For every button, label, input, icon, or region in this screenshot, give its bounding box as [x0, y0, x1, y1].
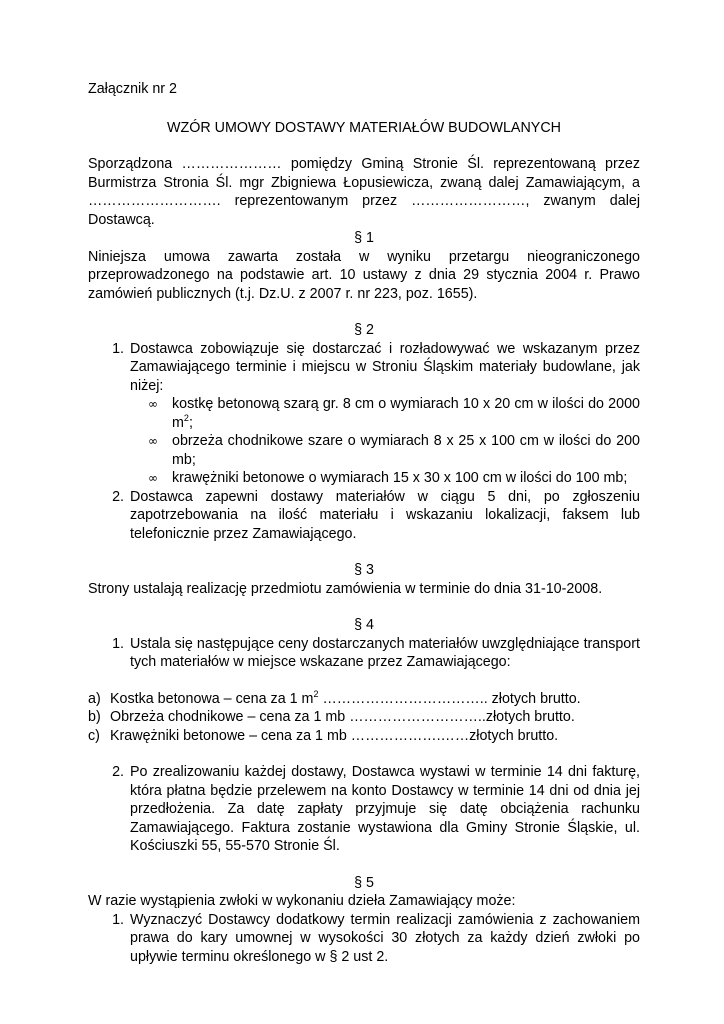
list-text: Ustala się następujące ceny dostarczanych materiałów uwzględniające transport tych materiałów w miejsce wskazane przez Zamawiającego: [130, 635, 640, 670]
intro-paragraph: Sporządzona ………………… pomiędzy Gminą Stronie Śl. reprezentowaną przez Burmistrza Stronia Śl. mgr Zbigniewa Łopusiewicza, zwaną dalej Zamawiającym, a ………………………. reprezentowanym przez ……………………, zwanym dalej Dostawcą. [88, 156, 640, 228]
list-text: Wyznaczyć Dostawcy dodatkowy termin realizacji zamówienia z zachowaniem prawa do kary umownej w wysokości 30 złotych za każdy dzień zwłoki po upływie terminu określonego w § 2 ust 2. [130, 911, 640, 965]
price-text-end: …………………………….. złotych brutto. [318, 690, 581, 707]
price-label: a) [88, 690, 101, 707]
list-number: 1. [112, 340, 124, 357]
price-text: Kostka betonowa – cena za 1 m [110, 690, 314, 707]
price-text: Krawężniki betonowe – cena za 1 mb ……………….……złotych brutto. [110, 727, 559, 744]
list-number: 2. [112, 488, 124, 505]
section-5-heading: § 5 [354, 874, 374, 891]
section-5-item-1 [88, 911, 640, 967]
section-2-item-1 [88, 340, 640, 396]
annex-label: Załącznik nr 2 [88, 81, 177, 97]
bullet-item [148, 469, 640, 488]
section-3-text: Strony ustalają realizację przedmiotu zamówienia w terminie do dnia 31-10-2008. [88, 580, 603, 597]
section-2-heading: § 2 [354, 322, 374, 338]
price-text: Obrzeża chodnikowe – cena za 1 mb ………………………..złotych brutto. [110, 709, 575, 725]
price-label: c) [88, 727, 100, 744]
superscript: 2 [313, 688, 319, 699]
section-5-intro: W razie wystąpienia zwłoki w wykonaniu dzieła Zamawiający może: [88, 893, 516, 909]
price-row-c [88, 727, 640, 746]
section-3-heading: § 3 [354, 562, 374, 578]
section-1-heading: § 1 [354, 230, 374, 246]
section-2-item-2 [88, 488, 640, 544]
list-text: Dostawca zapewni dostawy materiałów w ciągu 5 dni, po zgłoszeniu zapotrzebowania na ilość materiału i wskazaniu lokalizacji, faksem lub telefonicznie przez Zamawiającego. [130, 488, 640, 542]
list-text: Po zrealizowaniu każdej dostawy, Dostawca wystawi w terminie 14 dni fakturę, która płatna będzie przelewem na konto Dostawcy w terminie 14 dni od dnia jej przedłożenia. Za datę zapłaty przyjmuje się datę obciążenia rachunku Zamawiającego. Faktura zostanie wystawiona dla Gminy Stronie Śląskie, ul. Kościuszki 55, 55-570 Stronie Śl. [130, 764, 640, 854]
bullet-item [148, 395, 640, 432]
section-4-item-1 [88, 635, 640, 672]
document-title: WZÓR UMOWY DOSTAWY MATERIAŁÓW BUDOWLANYCH [167, 119, 561, 136]
section-4-item-2 [88, 763, 640, 856]
infinity-bullet-icon: ∞ [148, 434, 158, 448]
infinity-bullet-icon: ∞ [148, 471, 158, 485]
superscript: 2 [183, 412, 189, 423]
bullet-item [148, 432, 640, 469]
section-4-heading: § 4 [354, 617, 374, 633]
list-number: 1. [112, 635, 124, 652]
bullet-text: krawężniki betonowe o wymiarach 15 x 30 x 100 cm w ilości do 100 mb; [172, 470, 628, 486]
price-row-a [88, 690, 640, 709]
infinity-bullet-icon: ∞ [148, 397, 158, 411]
bullet-text: kostkę betonową szarą gr. 8 cm o wymiarach 10 x 20 cm w ilości do 2000 m [172, 396, 640, 431]
list-text: Dostawca zobowiązuje się dostarczać i rozładowywać we wskazanym przez Zamawiającego terminie i miejscu w Stroniu Śląskim materiały budowlane, jak niżej: [130, 340, 640, 394]
price-label: b) [88, 709, 101, 725]
list-number: 1. [112, 911, 124, 928]
bullet-text-end: ; [188, 414, 193, 431]
document-page [88, 80, 640, 966]
bullet-text: obrzeża chodnikowe szare o wymiarach 8 x 25 x 100 cm w ilości do 200 mb; [172, 433, 640, 468]
section-1-text: Niniejsza umowa zawarta została w wyniku przetargu nieograniczonego przeprowadzonego na podstawie art. 10 ustawy z dnia 29 stycznia 2004 r. Prawo zamówień publicznych (t.j. Dz.U. z 2007 r. nr 223, poz. 1655). [88, 248, 640, 302]
price-row-b [88, 708, 640, 727]
list-number: 2. [112, 764, 124, 780]
